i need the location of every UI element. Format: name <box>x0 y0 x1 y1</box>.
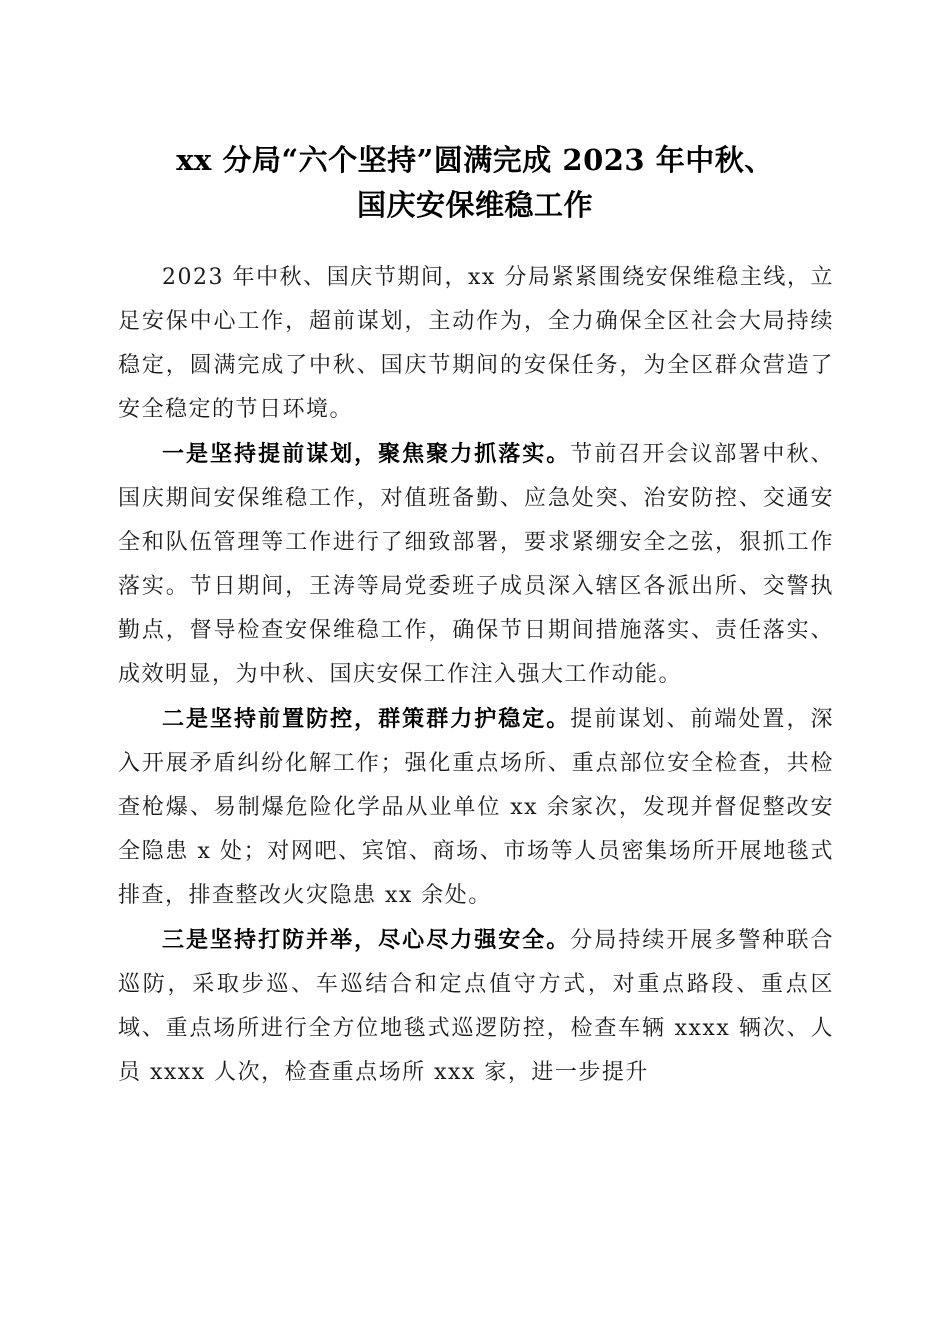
section-paragraph-2 <box>118 697 834 918</box>
document-title <box>100 138 850 228</box>
section-lead-2: 二是坚持前置防控，群策群力护稳定。 <box>162 706 571 732</box>
section-text-3: 分局持续开展多警种联合巡防，采取步巡、车巡结合和定点值守方式，对重点路段、重点区域、重点场所进行全方位地毯式巡逻防控，检查车辆 xxxx 辆次、人员 xxxx 人次，检查重点场所 xxx 家，进一步提升 <box>118 928 834 1085</box>
title-line-2: 国庆安保维稳工作 <box>356 188 593 222</box>
intro-paragraph: 2023 年中秋、国庆节期间，xx 分局紧紧围绕安保维稳主线，立足安保中心工作，超前谋划，主动作为，全力确保全区社会大局持续稳定，圆满完成了中秋、国庆节期间的安保任务，为全区群众营造了安全稳定的节日环境。 <box>118 265 834 422</box>
section-lead-1: 一是坚持提前谋划，聚焦聚力抓落实。 <box>162 441 571 467</box>
section-text-1: 节前召开会议部署中秋、国庆期间安保维稳工作，对值班备勤、应急处突、治安防控、交通安全和队伍管理等工作进行了细致部署，要求紧绷安全之弦，狠抓工作落实。节日期间，王涛等局党委班子成员深入辖区各派出所、交警执勤点，督导检查安保维稳工作，确保节日期间措施落实、责任落实、成效明显，为中秋、国庆安保工作注入强大工作动能。 <box>118 442 834 687</box>
section-paragraph-1 <box>118 432 834 697</box>
section-paragraph-3 <box>118 918 834 1095</box>
section-text-2: 提前谋划、前端处置，深入开展矛盾纠纷化解工作；强化重点场所、重点部位安全检查，共检查枪爆、易制爆危险化学品从业单位 xx 余家次，发现并督促整改安全隐患 x 处；对网吧、宾馆、商场、市场等人员密集场所开展地毯式排查，排查整改火灾隐患 xx 余处。 <box>118 707 834 908</box>
title-line-1: xx 分局“六个坚持”圆满完成 2023 年中秋、 <box>176 143 774 177</box>
section-lead-3: 三是坚持打防并举，尽心尽力强安全。 <box>162 927 571 953</box>
document-body <box>118 256 834 1095</box>
